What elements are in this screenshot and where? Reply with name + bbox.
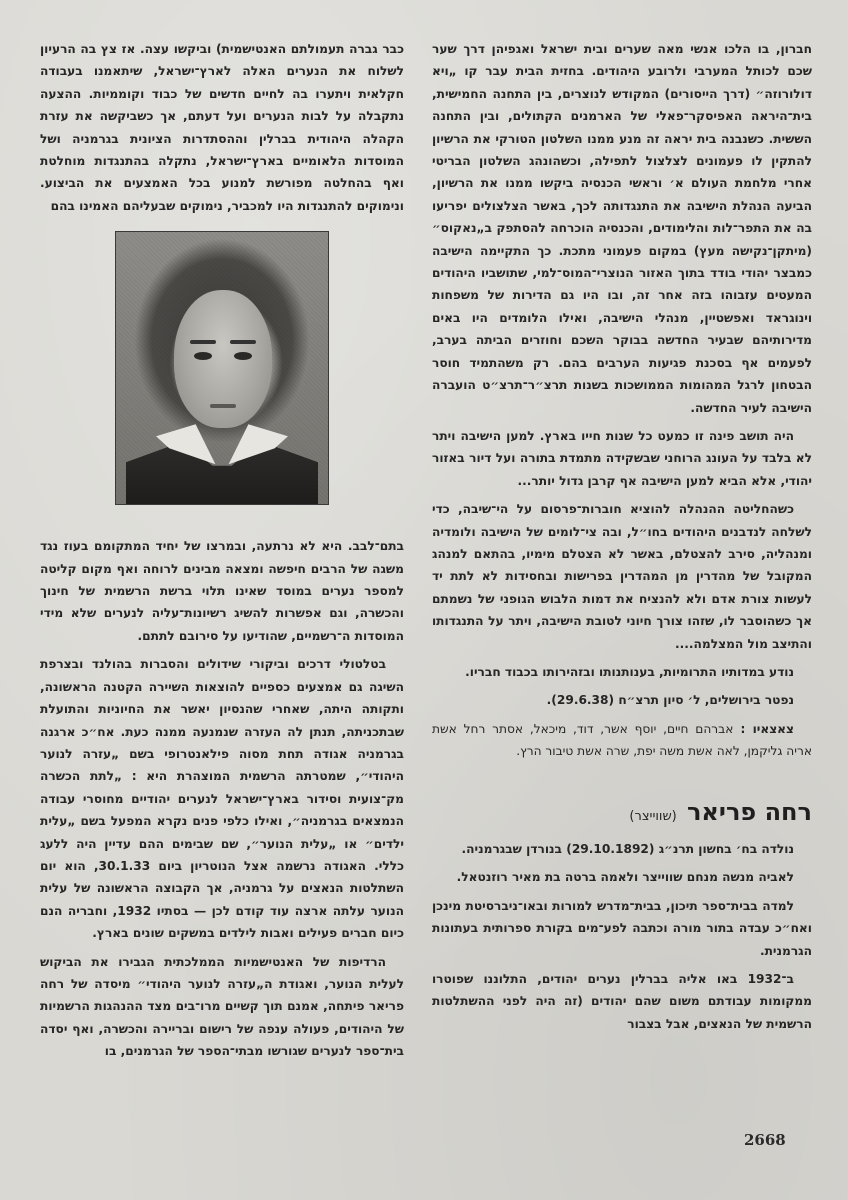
portrait-mouth bbox=[210, 404, 236, 408]
paragraph: הרדיפות של האנטישמיות הממלכתית הגבירו את הביקוש לעלית הנוער, ואגודת ה„עזרה לנוער היהודי״ מיסדה של רחה פריאר פיתחה, אמנם תוך קשיים מרו־בים מצד ההנהגות הרשמיות של היהודים, פעולה ענפה של רישום ובריירה והכשרה, ואף יסדה בית־ספר לנערים שגורשו מבתי־הספר של הגרמנים, בו bbox=[40, 954, 404, 1059]
paragraph: כבר גברה תעמולתם האנטישמית) וביקשו עצה. אז צץ בה הרעיון לשלוח את הנערים האלה לארץ־ישראל, שיתאמנו בעבודה חקלאית ויתערו בה לחיים חדשים של כבוד וקוממיות. ההצעה נתקבלה על לבות הנערים ועל דעתם, אך כשביקשה את עזרת הקהלה היהודית בברלין וההסתדרות הציונית בגרמניה ושל המוסדות הלאומיים בארץ־ישראל, נתקלה בהתנגדות מוחלטת ואף בהחלטה מפורשת למנוע בכל האמצעים את הביצוע. ונימוקים להתנגדות היו למכביר, נימוקים שבעליהם האמינו בהם bbox=[40, 42, 404, 213]
portrait-brow-left bbox=[190, 340, 216, 344]
portrait-photo bbox=[115, 231, 329, 505]
paragraph: חברון, בו הלכו אנשי מאה שערים ובית ישראל ואגפיהן דרך שער שכם לכותל המערבי ולרובע היהודים. בחזית הבית עבר קו „ויא דולורוזה״ (דרך הייסורים) המקודש לנוצרים, בין התחנה החמישית, בית־היראה האפיסקר־פאלי של הארמנים הקתולים, ובין התחנה הששית. כשנבנה בית יראה זה מנע ממנו השלטון הטורקי את הרשיון להתקין לו פעמונים לצלצול לתפילה, וכשהונהג השלטון הבריטי אחרי מלחמת העולם א׳ וראשי הכנסיה ביקשו ממנו את הרשיון, הביעה הנהלת הישיבה את התנגדותה לכך, באשר הצלצולים יפריעו בה את התפר־לות והלימודים, והכנסיה הוכרחה להסתפק ב„נאקוס״ (מיתקן־נקישה מעץ) במקום פעמוני מתכת. כך התקיימה הישיבה כמבצר יהודי בודד בתוך האזור הנוצרי־המוס־למי, שתושביו היהודים המעטים עזבוהו בזה אחר זה, ובו היו גם הדירות של משפחות וינוגראד ואפשטיין, מנהלי הישיבה, ואילו הלומדים היו באים מדירותיהם שבעיר החדשה בבוקר השכם וחוזרים הביתה בערב, לפעמים אף בסכנת פגיעות הערבים בהם. רק משהתמיד חוסר הבטחון לרגל המהומות הממושכות בשנות תרצ״ר־תרצ״ט הועברה הישיבה לעיר החדשה. bbox=[432, 42, 812, 415]
photo-container bbox=[40, 225, 404, 525]
paragraph: בטלטולי דרכים וביקורי שידולים והסברות בהולנד ובצרפת השיגה גם אמצעים כספיים להוצאות השיירה הקטנה הראשונה, ותקותה היתה, שאחרי שהנסיון יאשר את החיוניות והתועלת שבתכניתה, תנתן לה העזרה שנמנעה ממנה כעת. אח״כ ארגנה בגרמניה אגודה תחת מסוה פילאנטרופי בשם „עזרה לנוער היהודי״, שמטרתה הרשמית המוצהרת היא : „לתת הכשרה מק־צועית וסידור בארץ־ישראל לנערים יהודיים מחוסרי עבודה הנמצאים בגרמניה״, ואילו כלפי פנים נקרא המפעל בשם „עלית ילדים״ או „עלית הנוער״, שם שבימים ההם עדיין היה ללעג כללי. האגודה נרשמה אצל הנוטריון ביום 30.1.33, הוא יום השתלטות הנאצים על גרמניה, אך הקבוצה הראשונה של עלית הנוער עלתה ארצה עוד קודם לכן — בסתיו 1932, וחבריה הנם כיום חברים פעילים ואבות לילדים במשקים שונים בארץ. bbox=[40, 657, 404, 941]
paragraph: בתם־לבב. היא לא נרתעה, ובמרצו של יחיד המתקומם בעוז נגד משגה של הרבים חיפשה ומצאה מבינים לרוחה ואף מקום קליטה למספר נערים במוסד שאינו תלוי ברשת הרשמית של חינוך והכשרה, וגם אפשרות להשיג רשיונות־עליה לנערים שלא מידי המוסדות ה־רשמיים, שהודיעו על סירובם לתתם. bbox=[40, 539, 404, 643]
descendants-list: אברהם חיים, יוסף אשר, דוד, מיכאל, אסתר רחל אשת אריה גליקמן, לאה אשת משה יפת, שרה אשת טיבור הרץ. bbox=[432, 721, 812, 759]
paragraph: כשהחליטה ההנהלה להוציא חוברות־פרסום על הי־שיבה, כדי לשלחה לנדבנים היהודים בחו״ל, ובה צי־לומים של הישיבה ולומדיה ומנהליה, סירב להצטלם, באשר לא הצטלם מימיו, בהתאם למנהג המקובל של מהדרין מן המהדרין בפרישות ובחסידות לא לתת יד לעשות צורת אדם ולא להנציח את דמות הלבוש הגופני של נשמתם אך כשהוסבר לו, שזהו צורך חיוני לטובת הישיבה, ויתר על התנגדותו והתיצב מול המצלמה.... bbox=[432, 502, 812, 651]
descendants-paragraph bbox=[432, 718, 812, 763]
paragraph: היה תושב פינה זו כמעט כל שנות חייו בארץ. למען הישיבה ויתר לא בלבד על העונג הרוחני שבשקידה מתמדת בתורה ועל דיור באזור יהודי, אלא הביא למען הישיבה אף קרבן גדול יותר... bbox=[432, 428, 812, 488]
portrait-brow-right bbox=[230, 340, 256, 344]
portrait-dress bbox=[126, 434, 318, 504]
paragraph: למדה בבית־ספר תיכון, בבית־מדרש למורות ובאו־ניברסיטת מינכן ואח״כ עבדה בתור מורה וכתבה לפע־מים בקורת ספרותית בעתונות הגרמנית. bbox=[432, 898, 812, 958]
paragraph: נודע במדותיו התרומיות, בענותנותו ובזהירותו בכבוד חבריו. bbox=[465, 664, 794, 679]
left-column bbox=[40, 38, 404, 1069]
biography-heading bbox=[432, 797, 812, 828]
biography-name: רחה פריאר bbox=[686, 797, 812, 826]
page-number: 2668 bbox=[744, 1131, 786, 1149]
paragraph: לאביה מנשה מנחם שווייצר ולאמה ברטה בת מאיר רוזנטאל. bbox=[456, 870, 794, 885]
paragraph: ב־1932 באו אליה בברלין נערים יהודים, התלוננו שפוטרו ממקומות עבודתם משום שהם יהודים (זה היה לפני ההשתלטות הרשמית של הנאצים, אבל בצבור bbox=[432, 972, 812, 1031]
biography-maiden-name: (שווייצר) bbox=[629, 808, 677, 824]
right-column bbox=[432, 38, 812, 1041]
paragraph: נולדה בח׳ בחשון תרנ״ג (29.10.1892) בנורדן שבגרמניה. bbox=[461, 842, 794, 856]
death-date-line: נפטר בירושלים, ל׳ סיון תרצ״ח (29.6.38). bbox=[546, 693, 794, 708]
descendants-label: צאצאיו : bbox=[740, 721, 794, 736]
